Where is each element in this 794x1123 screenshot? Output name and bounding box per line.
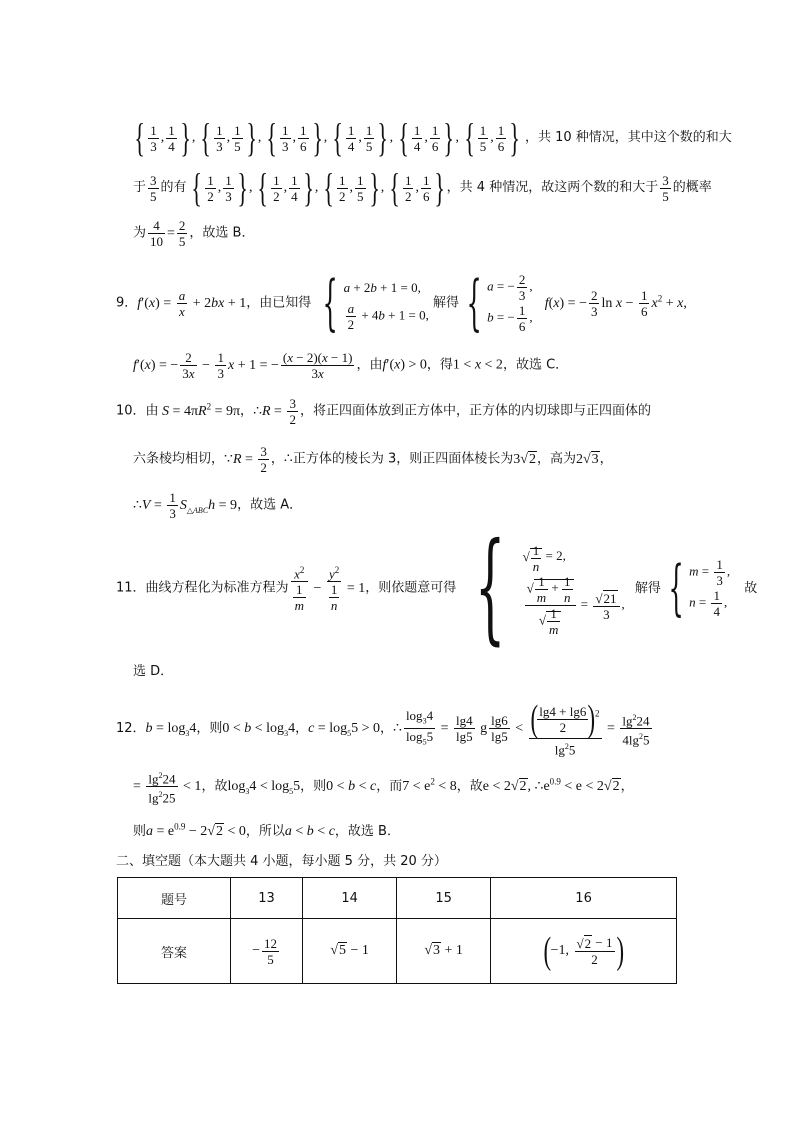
q11-text-2: ，则依题意可得 [365,580,457,596]
q9-text-2: 解得 [432,295,459,311]
q12-text-6: 则 [133,824,147,839]
q10-text-4: ，高为 [536,451,576,467]
problem-number-14: 14 [303,878,397,919]
q10-line2: 六条棱均相切，∵R = $\frac{3}{2}$ ，∴正方体的棱长为 3，则正四面体棱长为3√2，高为2√3， [133,444,613,475]
q8-text-5: 的概率 [672,180,712,196]
q11-text-4: 故 [744,580,758,596]
q9-line2: f′(x) = − $\frac{2}{3x}$ − $\frac{1}{3}$ x + 1 = − $\frac{(x - 2)(x - 1)}{3x}$ ，由f′(x) > 0，得1 < x < 2，故选 C． [133,350,569,381]
table-row [118,878,677,919]
row-header-label: 题号 [118,878,231,919]
q12-text-3: ，则 [300,779,327,795]
q11-text-5: 选 D． [133,664,174,679]
q8-line1: { $\frac{1}{3}$ , $\frac{1}{4}$ }, { $\frac{1}{3}$ , $\frac{1}{5}$ }, { $\frac{1}{3}$ , $\frac{1}{6}$ }, { $\frac{1}{4}$ , $\frac{1}{5}$ }, { $\frac{1}{4}$ , $\frac{1}{6}$ }, { $\frac{1}{5}$ , $\frac{1}{6}$ } ，共 10 种情况，其中这个数的和大 [134,115,732,160]
q11-text-1: 曲线方程化为标准方程为 [145,580,289,596]
q10-text-2: 六条棱均相切， [133,451,225,467]
q12-text-5: ，故 [456,779,483,795]
table-row [118,919,677,984]
q10-text-3: 正方体的棱长为 3，则正四面体棱长为 [292,451,514,467]
answer-16: (−1, $\frac{√2 - 1}{2}$ ) [491,919,677,984]
section-title: 二、填空题（本大题共 4 小题，每小题 5 分，共 20 分） [116,854,447,869]
q11-text-3: 解得 [634,580,661,596]
problem-number-15: 15 [397,878,491,919]
problem-number-16: 16 [491,878,677,919]
q8-text-1: ，共 10 种情况，其中这个数的和大 [524,130,732,146]
q12-text-7: ，所以 [245,824,285,839]
q12-line1: 12．$b = \log_34$，则$0 < b < \log_34$，$c = \log_55 > 0$，∴ $\frac{\log_34}{\log_55}$ = $\frac{\lg 4}{\lg 5}$ g $\frac{\lg 6}{\lg 5}$ < ( $\frac{\lg 4 + \lg 6}{2}$ )$^2$ $\lg^25$ = $\frac{\lg^224}{4\lg^25}$ [116,698,650,758]
problem-number-13: 13 [231,878,303,919]
q8-text-7: ，故选 B． [189,225,255,241]
q11-line1: 11．曲线方程化为标准方程为 $\frac{x^2}{\frac{1}{m}}$ − $\frac{y^2}{\frac{1}{n}}$ = 1，则依题意可得 { √ $\frac{1}{n}$ = 2, √ $\frac{1}{m}$ + $\frac{1}{n}$ √ $\frac{1}{m}$ = $\frac{√21}{3}$ , 解得 { m = $\frac{1}{3}$ , n = $\frac{1}{4}$ , 故 [116,518,758,657]
q11-line2 [133,660,173,679]
answer-15: √3 + 1 [397,919,491,984]
q10-line3: ∴V = $\frac{1}{3}$ $S_{\triangle ABC}h = 9$，故选 A． [133,490,303,521]
q9-text-1: ，由已知得 [246,295,312,311]
q12-number: 12． [116,720,146,736]
q9-text-5: ，故选 C． [502,357,569,373]
q8-text-2: 于 [133,180,147,196]
q9-text-3: ，由 [356,357,383,373]
q9-line1: 9．f′(x) = $\frac{a}{x}$ + 2bx + 1，由已知得 { a + 2b + 1 = 0, $\frac{a}{2}$ + 4b + 1 = 0, 解得 { a = − $\frac{2}{3}$ , b = − $\frac{1}{6}$ , f(x) = − $\frac{2}{3}$ ln x − $\frac{1}{6}$ $x^2 + x$, [116,268,687,338]
q12-text-4: ，而 [376,779,403,795]
q12-text-1: ，则 [196,720,223,736]
q10-text-5: ，故选 A． [237,497,303,513]
answer-table [117,877,677,984]
q12-line3: 则$a = e^{0.9} - 2√2 < 0$，所以a < b < c，故选 B． [133,821,400,839]
q12-line2: = $\frac{\lg^224}{\lg^225}$ < 1，故$\log_34 < \log_55$，则0 < b < c，而$7 < e^2 < 8$，故e < 2√2, $\therefore e^{0.9} < e < 2√2$， [133,768,634,806]
q8-line3: 为 $\frac{4}{10}$ = $\frac{2}{5}$ ，故选 B． [133,218,255,249]
row-answer-label: 答案 [118,919,231,984]
q10-line1: 10．由 $S = 4\pi R^2 = 9\pi$，∴R = $\frac{3}{2}$ ，将正四面体放到正方体中，正方体的内切球即与正四面体的 [116,396,651,427]
q9-text-4: ，得 [426,357,453,373]
q8-text-3: 的有 [160,180,187,196]
q8-text-4: ，共 4 种情况，故这两个数的和大于 [446,180,659,196]
q10-text-1: ，将正四面体放到正方体中，正方体的内切球即与正四面体的 [299,403,651,419]
answer-13: − $\frac{12}{5}$ [231,919,303,984]
q10-number: 10．由 [116,403,159,419]
answer-14: √5 − 1 [303,919,397,984]
q12-text-8: ，故选 B． [334,824,400,839]
q8-text-6: 为 [133,225,147,241]
q9-number: 9． [116,295,138,311]
q11-number: 11． [116,580,146,596]
q12-text-2: ，故 [201,779,228,795]
q8-line2: 于 $\frac{3}{5}$ 的有 { $\frac{1}{2}$ , $\frac{1}{3}$ }, { $\frac{1}{2}$ , $\frac{1}{4}$ }, { $\frac{1}{2}$ , $\frac{1}{5}$ }, { $\frac{1}{2}$ , $\frac{1}{6}$ }，共 4 种情况，故这两个数的和大于 $\frac{3}{5}$ 的概率 [133,165,712,210]
